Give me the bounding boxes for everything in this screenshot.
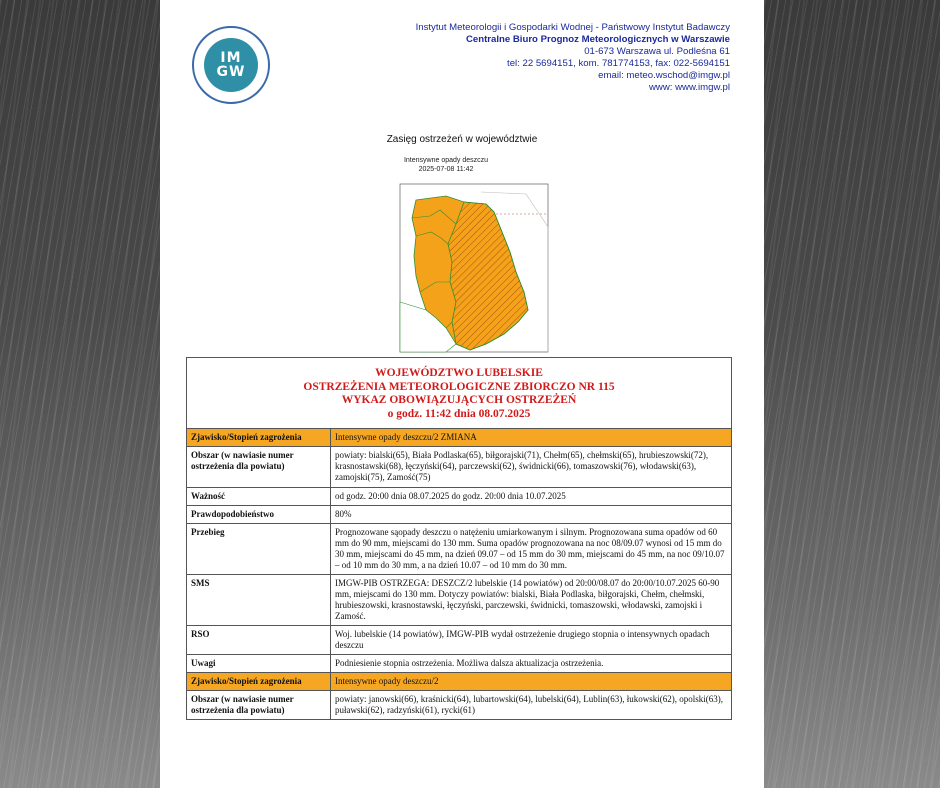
map-title-date: 2025-07-08 11:42 [418,166,474,173]
table-row [187,447,731,488]
imgw-logo [192,26,270,104]
logo-text-bottom: GW [216,64,246,80]
website-link[interactable]: www: www.imgw.pl [648,82,730,93]
table-row [187,524,731,575]
address: 01-673 Warszawa ul. Podleśna 61 [584,46,730,57]
table-row [187,506,731,524]
header-voivodeship: WOJEWÓDZTWO LUBELSKIE [375,367,543,379]
row-value: Woj. lubelskie (14 powiatów), IMGW-PIB wydał ostrzeżenie drugiego stopnia o intensywnych opadach deszczu [331,626,732,655]
row-value: od godz. 20:00 dnia 08.07.2025 do godz. 20:00 dnia 10.07.2025 [331,488,732,506]
header-list: WYKAZ OBOWIĄZUJĄCYCH OSTRZEŻEŃ [341,394,577,406]
rain-background-right [764,0,940,788]
table-row [187,429,731,447]
header-summary: OSTRZEŻENIA METEOROLOGICZNE ZBIORCZO NR 115 [303,380,615,393]
row-value: powiaty: bialski(65), Biała Podlaska(65), biłgorajski(71), Chełm(65), chełmski(65), hrubieszowski(72), krasnostawski(68), łęczyński(64), parczewski(62), świdnicki(66), tomaszowski(76), włodawski(63), zamojski(75), Zamość(75) [331,447,732,488]
row-value: IMGW-PIB OSTRZEGA: DESZCZ/2 lubelskie (14 powiatów) od 20:00/08.07 do 20:00/10.07.2025 60-90 mm, miejscami do 130 mm. Dotyczy powiatów: bialski, Biała Podlaska, biłgorajski, Chełm, chełmski, hrubieszowski, krasnostawski, łęczyński, parczewski, świdnicki, tomaszowski, włodawski, zamojski i Zamość. [331,575,732,626]
row-value: Intensywne opady deszczu/2 [331,673,732,691]
row-value: Intensywne opady deszczu/2 ZMIANA [331,429,732,447]
table-row [187,575,731,626]
map-title-phenomenon: Intensywne opady deszczu [403,157,489,164]
row-label: SMS [187,575,331,626]
rain-background-left [0,0,160,788]
row-value: Podniesienie stopnia ostrzeżenia. Możliwa dalsza aktualizacja ostrzeżenia. [331,655,732,673]
row-label: Obszar (w nawiasie numer ostrzeżenia dla powiatu) [187,447,331,488]
row-label: Prawdopodobieństwo [187,506,331,524]
row-label: Ważność [187,488,331,506]
table-row [187,691,731,720]
row-label: Zjawisko/Stopień zagrożenia [187,429,331,447]
row-label: RSO [187,626,331,655]
row-label: Obszar (w nawiasie numer ostrzeżenia dla powiatu) [187,691,331,720]
row-value: 80% [331,506,732,524]
row-value: powiaty: janowski(66), kraśnicki(64), lubartowski(64), lubelski(64), Lublin(63), łukowski(62), opolski(63), puławski(62), radzyński(61), rycki(61) [331,691,732,720]
institute-name: Instytut Meteorologii i Gospodarki Wodnej - Państwowy Instytut Badawczy [415,22,730,33]
table-row [187,488,731,506]
row-label: Zjawisko/Stopień zagrożenia [187,673,331,691]
table-row [187,626,731,655]
institute-header [270,22,730,94]
warning-table-container [186,357,732,720]
logo-text-top: IM [220,50,242,66]
row-value: Prognozowane sąopady deszczu o natężeniu umiarkowanym i silnym. Prognozowana suma opadów od 60 mm do 90 mm, miejscami do 130 mm. Suma opadów prognozowana na noc 08/09.07 wynosi od 15 mm do 30 mm, miejscami do 45 mm, na dzień 09.07 – od 15 mm do 30 mm, miejscami do 45 mm, na noc 09/10.07 – od 10 mm do 30 mm, a na dzień 10.07 – od 10 mm do 30 mm. [331,524,732,575]
bureau-name: Centralne Biuro Prognoz Meteorologicznych w Warszawie [465,34,730,45]
table-row [187,655,731,673]
row-label: Uwagi [187,655,331,673]
table-row [187,673,731,691]
map-svg [386,152,560,356]
row-label: Przebieg [187,524,331,575]
warning-header [187,358,731,428]
map-caption: Zasięg ostrzeżeń w województwie [386,134,538,145]
warning-map [386,152,560,356]
warning-document [160,0,764,788]
header-time: o godz. 11:42 dnia 08.07.2025 [387,407,531,420]
email-link[interactable]: email: meteo.wschod@imgw.pl [598,70,730,81]
warning-table [187,428,731,719]
phone: tel: 22 5694151, kom. 781774153, fax: 022-5694151 [507,58,730,69]
